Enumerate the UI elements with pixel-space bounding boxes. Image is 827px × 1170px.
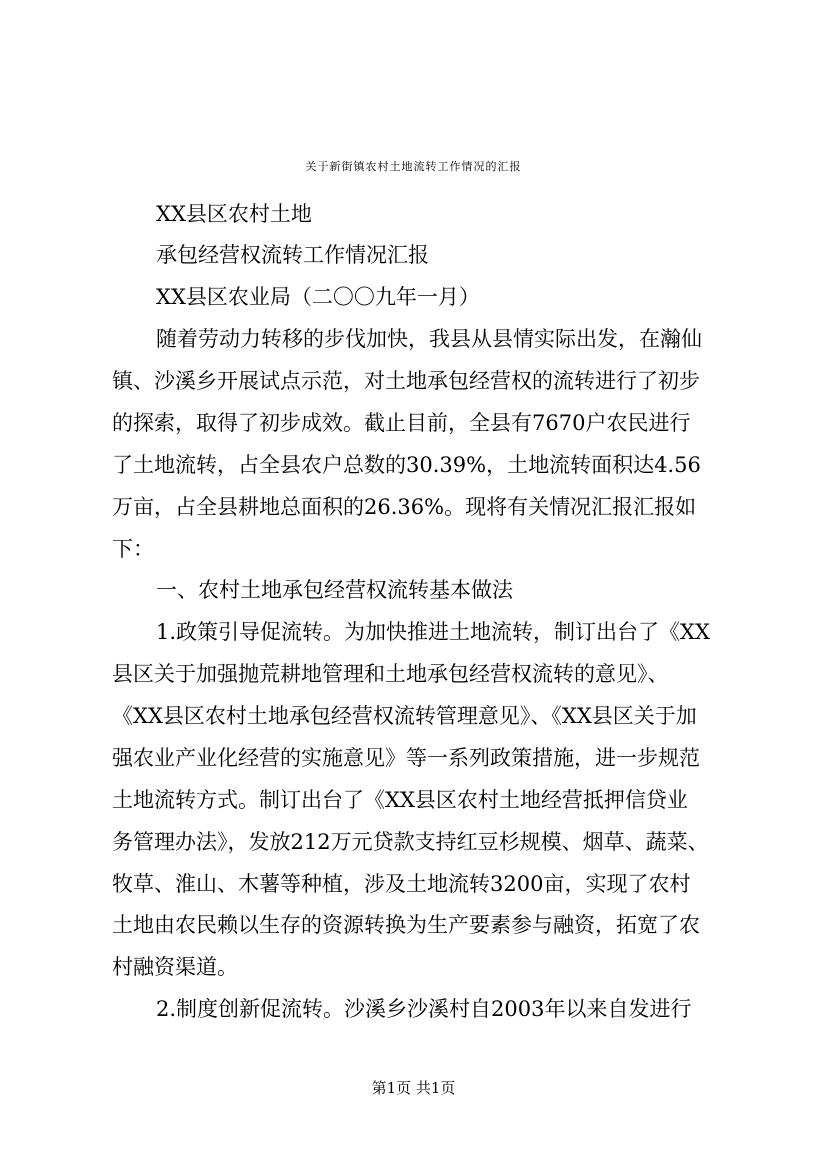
para1-line-1: 1.政策引导促流转。为加快推进土地流转，制订出台了《XX [156,620,710,644]
section-heading: 一、农村土地承包经营权流转基本做法 [156,578,513,602]
header-line-1: XX县区农村土地 [156,202,312,226]
intro-line-4: 了土地流转，占全县农户总数的30.39%，土地流转面积达4.56 [112,453,701,477]
para1-line-5: 土地流转方式。制订出台了《XX县区农村土地经营抵押信贷业 [112,788,688,812]
intro-line-6: 下： [112,537,154,561]
para1-line-3: 《XX县区农村土地承包经营权流转管理意见》、《XX县区关于加 [112,704,697,728]
para2-line-1: 2.制度创新促流转。沙溪乡沙溪村自2003年以来自发进行 [156,997,692,1021]
para1-line-9: 村融资渠道。 [112,955,238,979]
intro-line-3: 的探索，取得了初步成效。截止目前，全县有7670户农民进行 [112,411,691,435]
para1-line-8: 土地由农民赖以生存的资源转换为生产要素参与融资，拓宽了农 [112,913,700,937]
para1-line-2: 县区关于加强抛荒耕地管理和土地承包经营权流转的意见》、 [112,662,669,686]
para1-line-6: 务管理办法》，发放212万元贷款支持红豆杉规模、烟草、蔬菜、 [112,830,709,854]
document-title: 关于新街镇农村土地流转工作情况的汇报 [305,160,522,173]
header-line-2: 承包经营权流转工作情况汇报 [156,243,429,267]
para1-line-4: 强农业产业化经营的实施意见》等一系列政策措施，进一步规范 [112,746,700,770]
intro-line-1: 随着劳动力转移的步伐加快，我县从县情实际出发，在瀚仙 [156,327,702,351]
intro-line-5: 万亩，占全县耕地总面积的26.36%。现将有关情况汇报汇报如 [112,495,697,519]
header-line-3: XX县区农业局（二〇〇九年一月） [156,285,480,309]
page-footer: 第1页 共1页 [371,1079,456,1097]
para1-line-7: 牧草、淮山、木薯等种植，涉及土地流转3200亩，实现了农村 [112,872,691,896]
intro-line-2: 镇、沙溪乡开展试点示范，对土地承包经营权的流转进行了初步 [112,369,700,393]
